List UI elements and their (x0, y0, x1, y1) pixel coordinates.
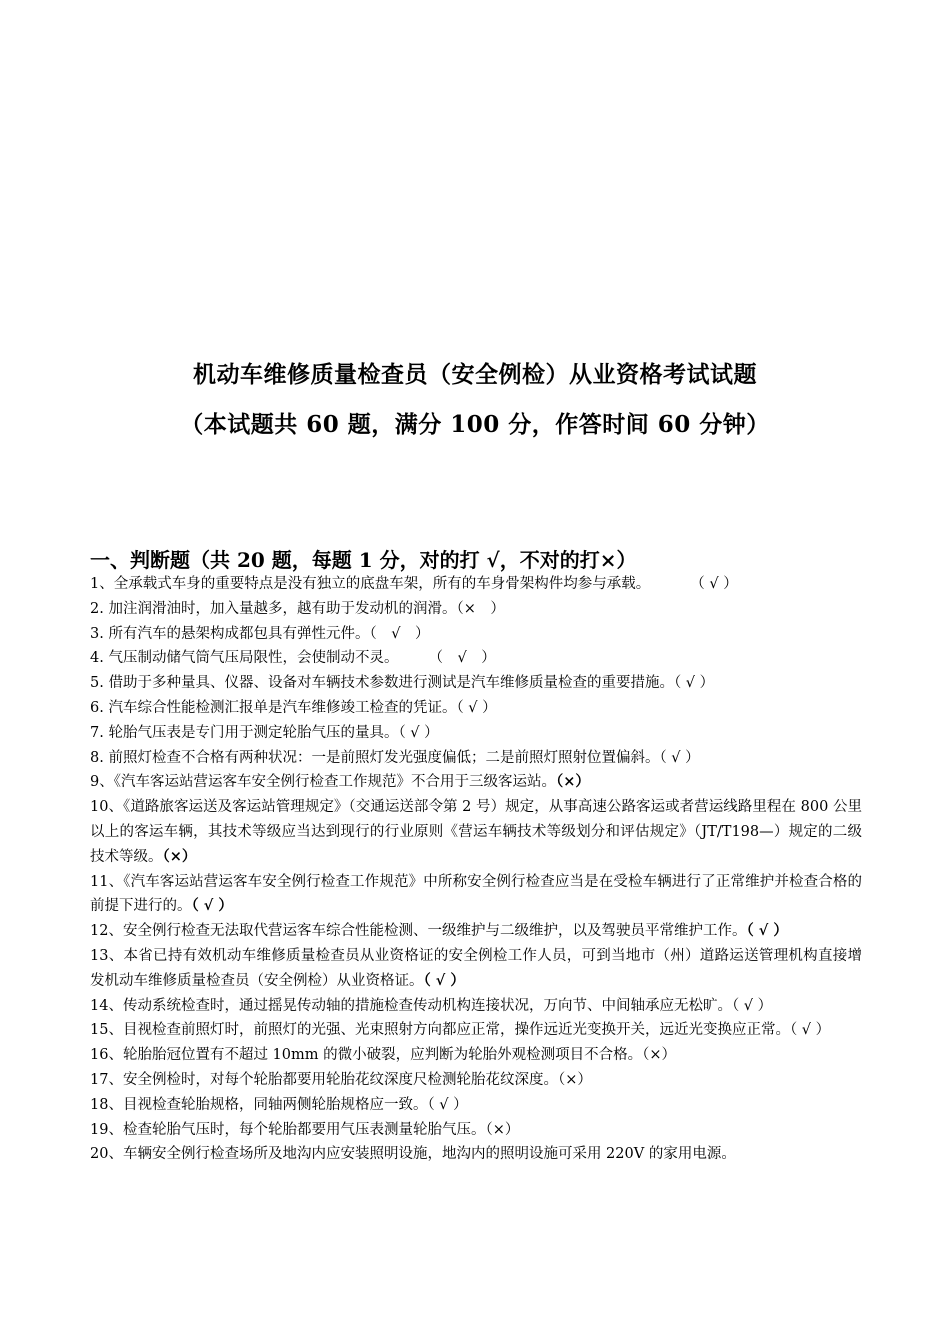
question-answer: （ √ ） (427, 1096, 468, 1113)
question-item (90, 622, 862, 647)
question-item (90, 770, 862, 795)
question-answer: （×） (642, 1047, 677, 1064)
question-item (90, 696, 862, 721)
question-text: 14、传动系统检查时，通过摇晃传动轴的措施检查传动机构连接状况，万向节、中间轴承应无松旷。 (90, 997, 732, 1014)
question-text: 15、目视检查前照灯时，前照灯的光强、光束照射方向都应正常，操作远近光变换开关，远近光变换应正常。 (90, 1022, 790, 1039)
question-text: 5. 借助于多种量具、仪器、设备对车辆技术参数进行测试是汽车维修质量检查的重要措施。 (90, 675, 674, 692)
question-item (90, 746, 862, 771)
question-item (90, 1093, 862, 1118)
question-text: 7. 轮胎气压表是专门用于测定轮胎气压的量具。 (90, 724, 399, 741)
question-text: 2. 加注润滑油时，加入量越多，越有助于发动机的润滑。 (90, 600, 457, 617)
question-item (90, 994, 862, 1019)
question-text: 13、本省已持有效机动车维修质量检查员从业资格证的安全例检工作人员，可到当地市（州）道路运送管理机构直接增发机动车维修质量检查员（安全例检）从业资格证。 (90, 947, 862, 989)
question-answer: （ √ ） (673, 675, 715, 692)
question-item (90, 1068, 862, 1093)
question-text: 8. 前照灯检查不合格有两种状况：一是前照灯发光强度偏低；二是前照灯照射位置偏斜。 (90, 749, 660, 766)
question-item (90, 870, 862, 920)
question-text: 17、安全例检时，对每个轮胎都要用轮胎花纹深度尺检测轮胎花纹深度。 (90, 1071, 558, 1088)
question-answer: （ √ ） (746, 922, 788, 940)
question-text: 20、车辆安全例行检查场所及地沟内应安装照明设施，地沟内的照明设施可采用 220V 的家用电源。 (90, 1146, 736, 1163)
document-subtitle: （本试题共 60 题，满分 100 分，作答时间 60 分钟） (180, 411, 770, 438)
question-answer: （ √ ） (789, 1022, 831, 1039)
question-item (90, 646, 862, 671)
question-item (90, 919, 862, 944)
question-answer: （ √ ） (659, 749, 700, 766)
document-title: 机动车维修质量检查员（安全例检）从业资格考试试题 (193, 361, 757, 388)
question-text: 19、检查轮胎气压时，每个轮胎都要用气压表测量轮胎气压。 (90, 1121, 486, 1138)
question-text: 3. 所有汽车的悬架构成都包具有弹性元件。 (90, 625, 370, 642)
question-answer: （ √ ） (191, 897, 233, 915)
question-item (90, 1118, 862, 1143)
question-text: 6. 汽车综合性能检测汇报单是汽车维修竣工检查的凭证。 (90, 699, 457, 716)
question-text: 9、《汽车客运站营运客车安全例行检查工作规范》不合用于三级客运站。 (90, 774, 556, 791)
question-item (90, 1043, 862, 1068)
question-text: 11、《汽车客运站营运客车安全例行检查工作规范》中所称安全例行检查应当是在受检车辆进行了正常维护并检查合格的前提下进行的。 (90, 873, 862, 915)
question-item (90, 1018, 862, 1043)
question-text: 18、目视检查轮胎规格，同轴两侧轮胎规格应一致。 (90, 1096, 428, 1113)
question-item (90, 1142, 862, 1167)
question-answer: （×） (557, 1071, 592, 1088)
question-item (90, 795, 862, 869)
question-answer: （×） (162, 847, 197, 865)
question-item (90, 721, 862, 746)
question-answer: （ √ ） (731, 997, 773, 1014)
question-answer: （×） (485, 1121, 520, 1138)
question-text: 12、安全例行检查无法取代营运客车综合性能检测、一级维护与二级维护，以及驾驶员平常维护工作。 (90, 923, 747, 940)
question-text: 16、轮胎胎冠位置有不超过 10mm 的微小破裂，应判断为轮胎外观检测项目不合格。 (90, 1047, 643, 1064)
question-answer: （ √ ） (428, 650, 496, 667)
question-answer: （ √ ） (456, 699, 497, 716)
question-list (90, 572, 862, 1167)
question-text: 1、全承载式车身的重要特点是没有独立的底盘车架，所有的车身骨架构件均参与承载。 (90, 576, 651, 592)
question-answer: （× ） (456, 600, 505, 617)
question-item (90, 597, 862, 622)
question-text: 10、《道路旅客运送及客运站管理规定》（交通运送部令第 2 号）规定，从事高速公路客运或者营运线路里程在 800 公里以上的客运车辆，其技术等级应当达到现行的行业原则《营运车辆技术等级划分和评估规定》（JT/T198—）规定的二级技术等级。 (90, 799, 862, 865)
question-answer: （ √ ） (690, 576, 738, 592)
question-text: 4. 气压制动储气筒气压局限性，会使制动不灵。 (90, 650, 399, 667)
question-item (90, 572, 862, 597)
question-answer: （ √ ） (423, 971, 465, 989)
question-item (90, 671, 862, 696)
question-answer: （×） (555, 773, 590, 791)
question-answer: （ √ ） (369, 625, 430, 642)
question-answer: （ √ ） (398, 724, 439, 741)
section-heading: 一、判断题（共 20 题，每题 1 分，对的打 √，不对的打×） (90, 548, 637, 572)
question-item (90, 944, 862, 994)
